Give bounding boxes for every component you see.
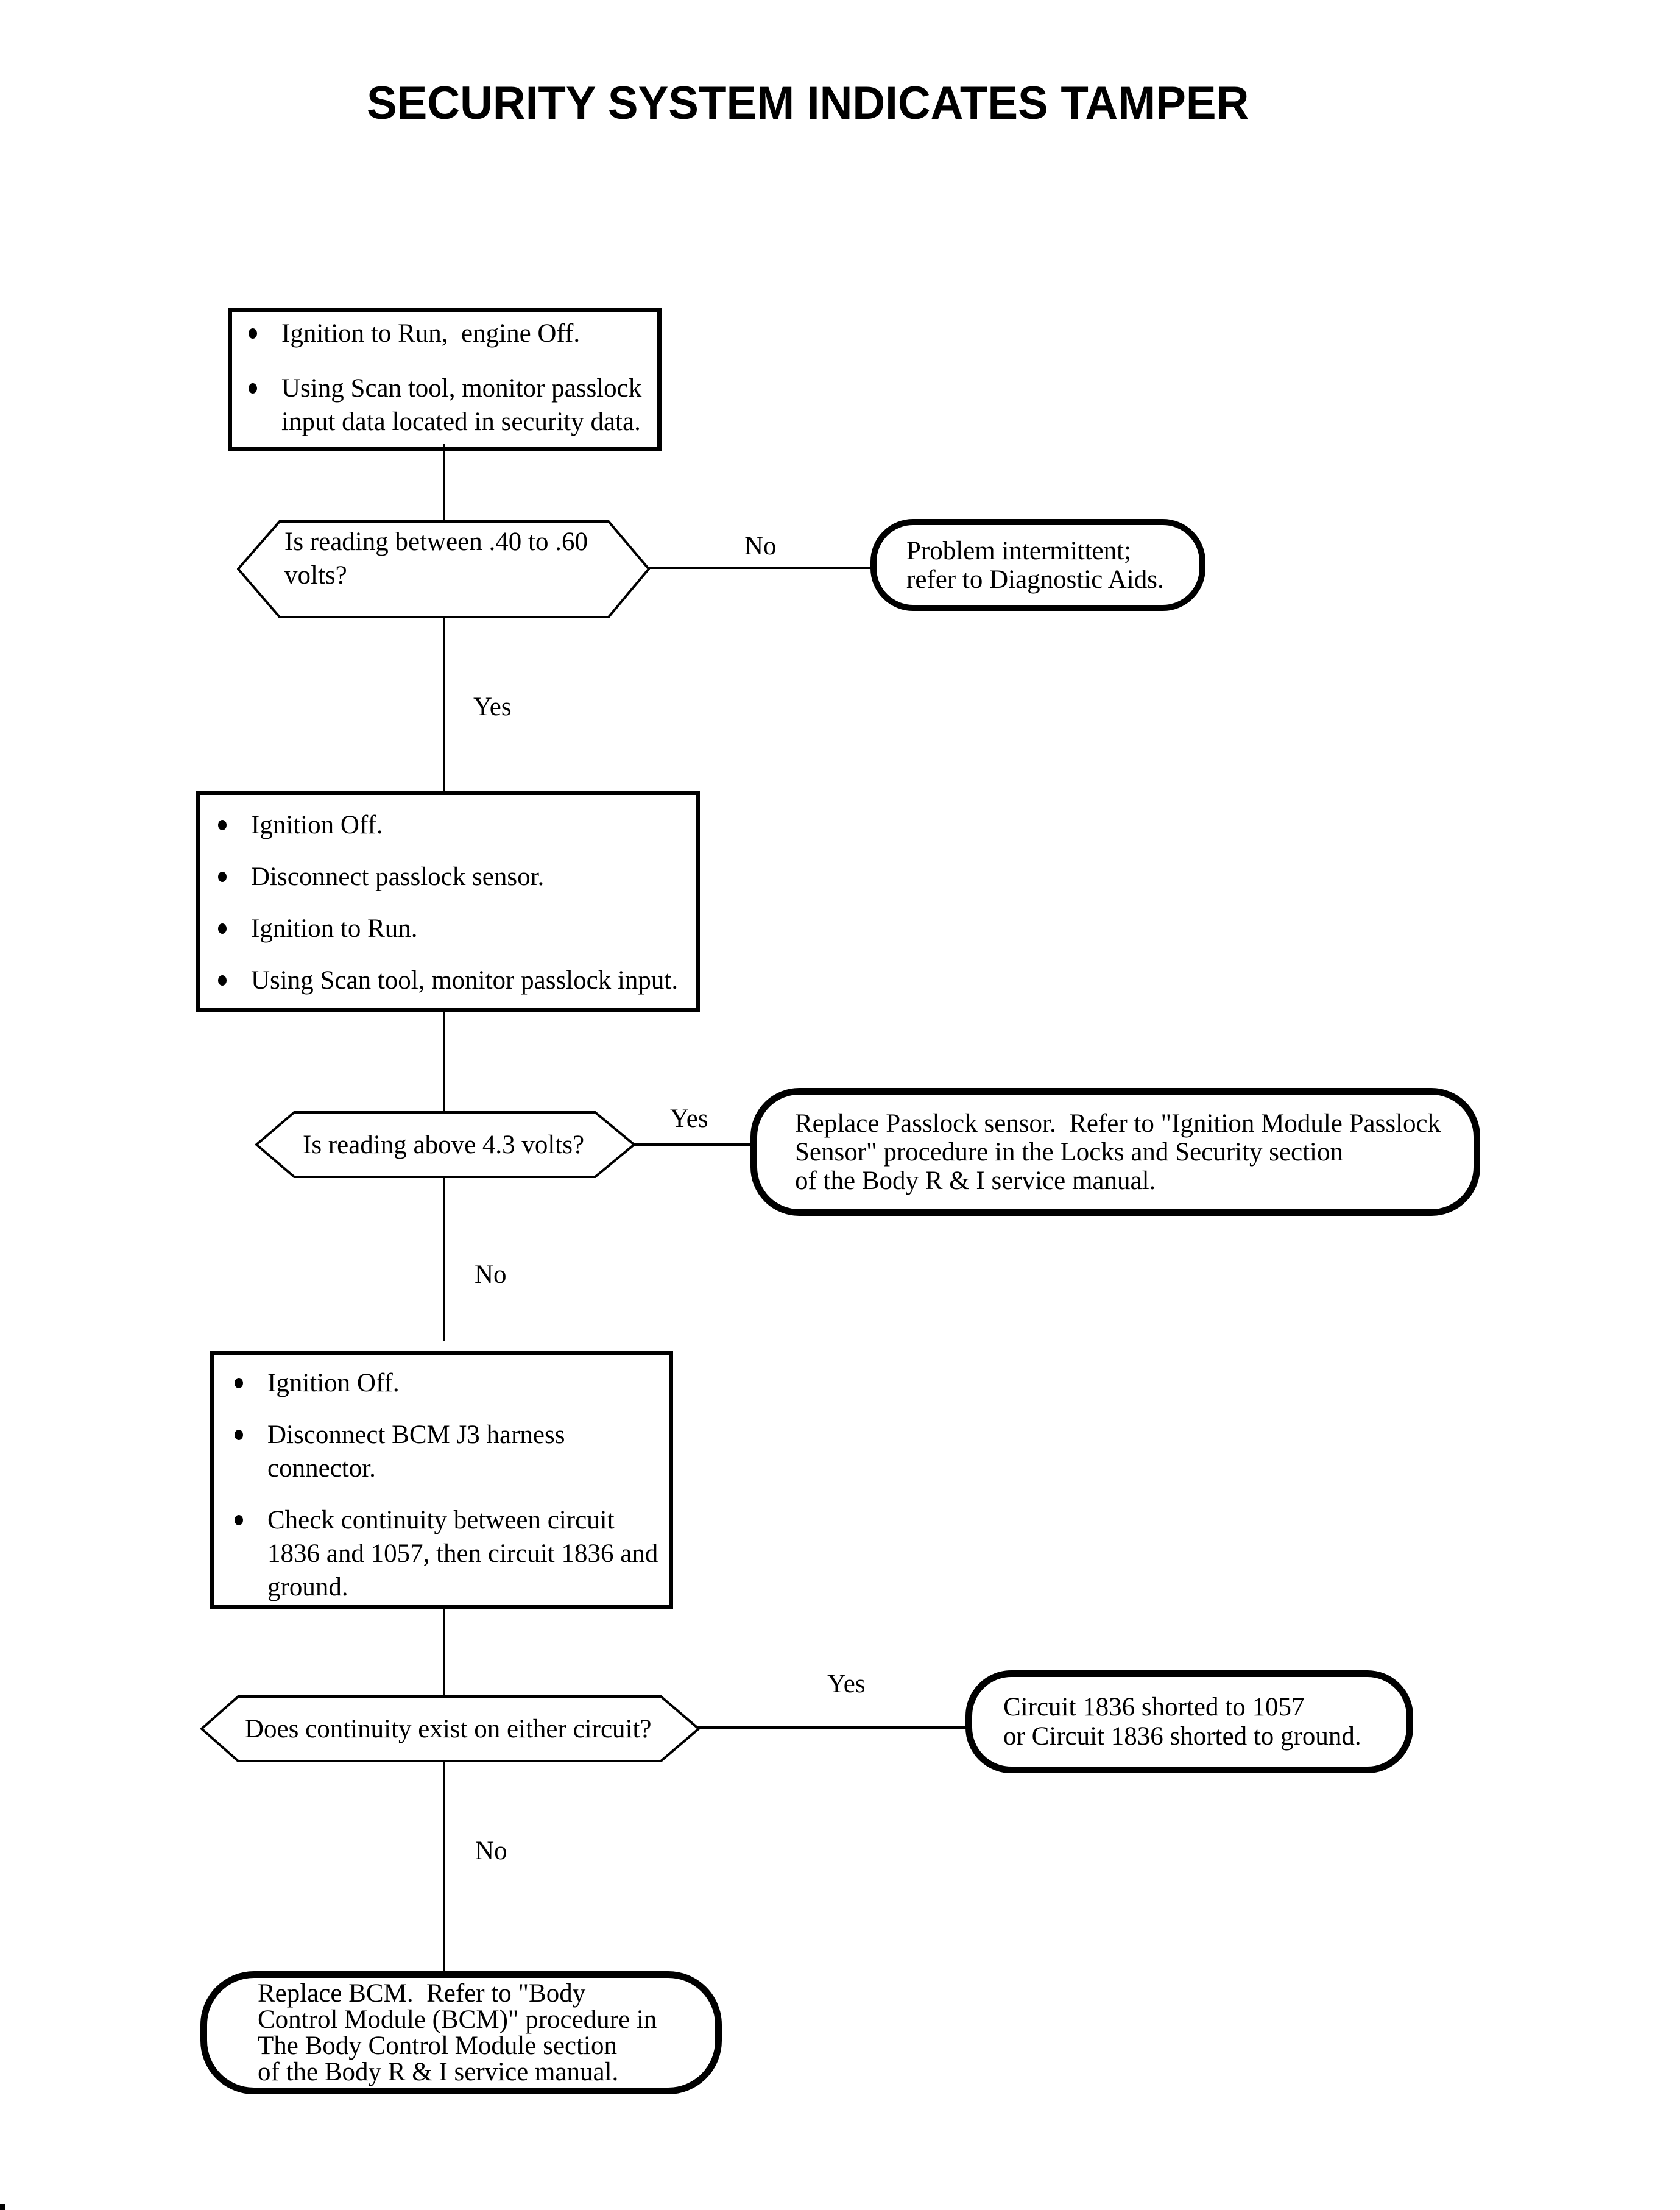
branch-label-no: No — [744, 532, 777, 560]
terminal-problem-intermittent — [870, 519, 1205, 611]
terminal-line: of the Body R & I service manual. — [258, 2058, 619, 2086]
step-line: Check continuity between circuit — [267, 1506, 615, 1534]
step-line: connector. — [267, 1454, 376, 1483]
bullet-icon — [249, 383, 257, 394]
scan-artifact-mark — [0, 2204, 5, 2210]
page-title: SECURITY SYSTEM INDICATES TAMPER — [367, 77, 1249, 129]
process-box-scan-security-data — [228, 308, 662, 451]
step-line: Ignition to Run, engine Off. — [281, 319, 581, 348]
connector-line — [443, 444, 445, 521]
branch-label-yes: Yes — [473, 693, 512, 721]
bullet-item — [235, 1418, 665, 1485]
step-line: Ignition Off. — [267, 1369, 400, 1397]
bullet-item — [218, 808, 692, 842]
bullet-icon — [249, 328, 257, 339]
decision-line: Does continuity exist on either circuit? — [245, 1714, 652, 1743]
terminal-line: Replace Passlock sensor. Refer to "Ignition Module Passlock — [795, 1109, 1441, 1138]
bullet-icon — [218, 872, 227, 882]
process-box-check-continuity — [210, 1351, 673, 1609]
step-line: ground. — [267, 1573, 348, 1601]
connector-line — [443, 1761, 445, 1972]
decision-line: volts? — [284, 561, 347, 590]
bullet-item — [235, 1366, 665, 1400]
bullet-item — [249, 317, 654, 350]
bullet-icon — [218, 975, 227, 986]
terminal-replace-bcm — [200, 1971, 722, 2094]
step-line: 1836 and 1057, then circuit 1836 and — [267, 1539, 658, 1568]
terminal-line: Control Module (BCM)" procedure in — [258, 2005, 657, 2034]
decision-reading-above-43-volts — [255, 1111, 635, 1178]
process-box-disconnect-passlock-sensor — [196, 791, 700, 1012]
decision-continuity-exists — [200, 1695, 700, 1762]
step-line: Ignition to Run. — [251, 914, 418, 943]
connector-line — [648, 567, 873, 569]
terminal-line: or Circuit 1836 shorted to ground. — [1003, 1721, 1361, 1751]
bullet-icon — [235, 1378, 243, 1388]
terminal-line: refer to Diagnostic Aids. — [906, 565, 1164, 594]
step-line: input data located in security data. — [281, 408, 641, 436]
branch-label-no: No — [475, 1260, 507, 1289]
bullet-item — [218, 964, 692, 997]
terminal-line: Problem intermittent; — [906, 536, 1132, 565]
decision-line: Is reading between .40 to .60 — [284, 528, 588, 556]
bullet-item — [218, 912, 692, 945]
step-line: Disconnect BCM J3 harness — [267, 1421, 565, 1449]
branch-label-yes: Yes — [670, 1104, 708, 1133]
bullet-icon — [235, 1430, 243, 1440]
step-line: Using Scan tool, monitor passlock — [281, 374, 642, 403]
bullet-item — [218, 860, 692, 894]
bullet-icon — [235, 1515, 243, 1525]
connector-line — [443, 1608, 445, 1696]
terminal-line: Circuit 1836 shorted to 1057 — [1003, 1692, 1305, 1721]
terminal-replace-passlock-sensor — [750, 1088, 1480, 1216]
bullet-icon — [218, 820, 227, 830]
terminal-circuit-shorted — [965, 1670, 1413, 1773]
terminal-line: Sensor" procedure in the Locks and Security section — [795, 1137, 1343, 1167]
step-line: Disconnect passlock sensor. — [251, 863, 545, 891]
terminal-line: of the Body R & I service manual. — [795, 1166, 1156, 1195]
connector-line — [443, 1011, 445, 1112]
step-line: Ignition Off. — [251, 811, 383, 839]
connector-line — [697, 1726, 968, 1729]
branch-label-yes: Yes — [827, 1670, 866, 1698]
connector-line — [443, 616, 445, 792]
step-line: Using Scan tool, monitor passlock input. — [251, 966, 679, 995]
decision-line: Is reading above 4.3 volts? — [303, 1130, 585, 1159]
branch-label-no: No — [475, 1837, 507, 1865]
terminal-line: The Body Control Module section — [258, 2032, 617, 2060]
bullet-icon — [218, 923, 227, 934]
decision-reading-40-60-volts — [237, 520, 650, 618]
bullet-item — [249, 372, 654, 439]
terminal-line: Replace BCM. Refer to "Body — [258, 1979, 586, 2008]
connector-line — [443, 1177, 445, 1341]
bullet-item — [235, 1503, 665, 1604]
connector-line — [634, 1143, 753, 1146]
